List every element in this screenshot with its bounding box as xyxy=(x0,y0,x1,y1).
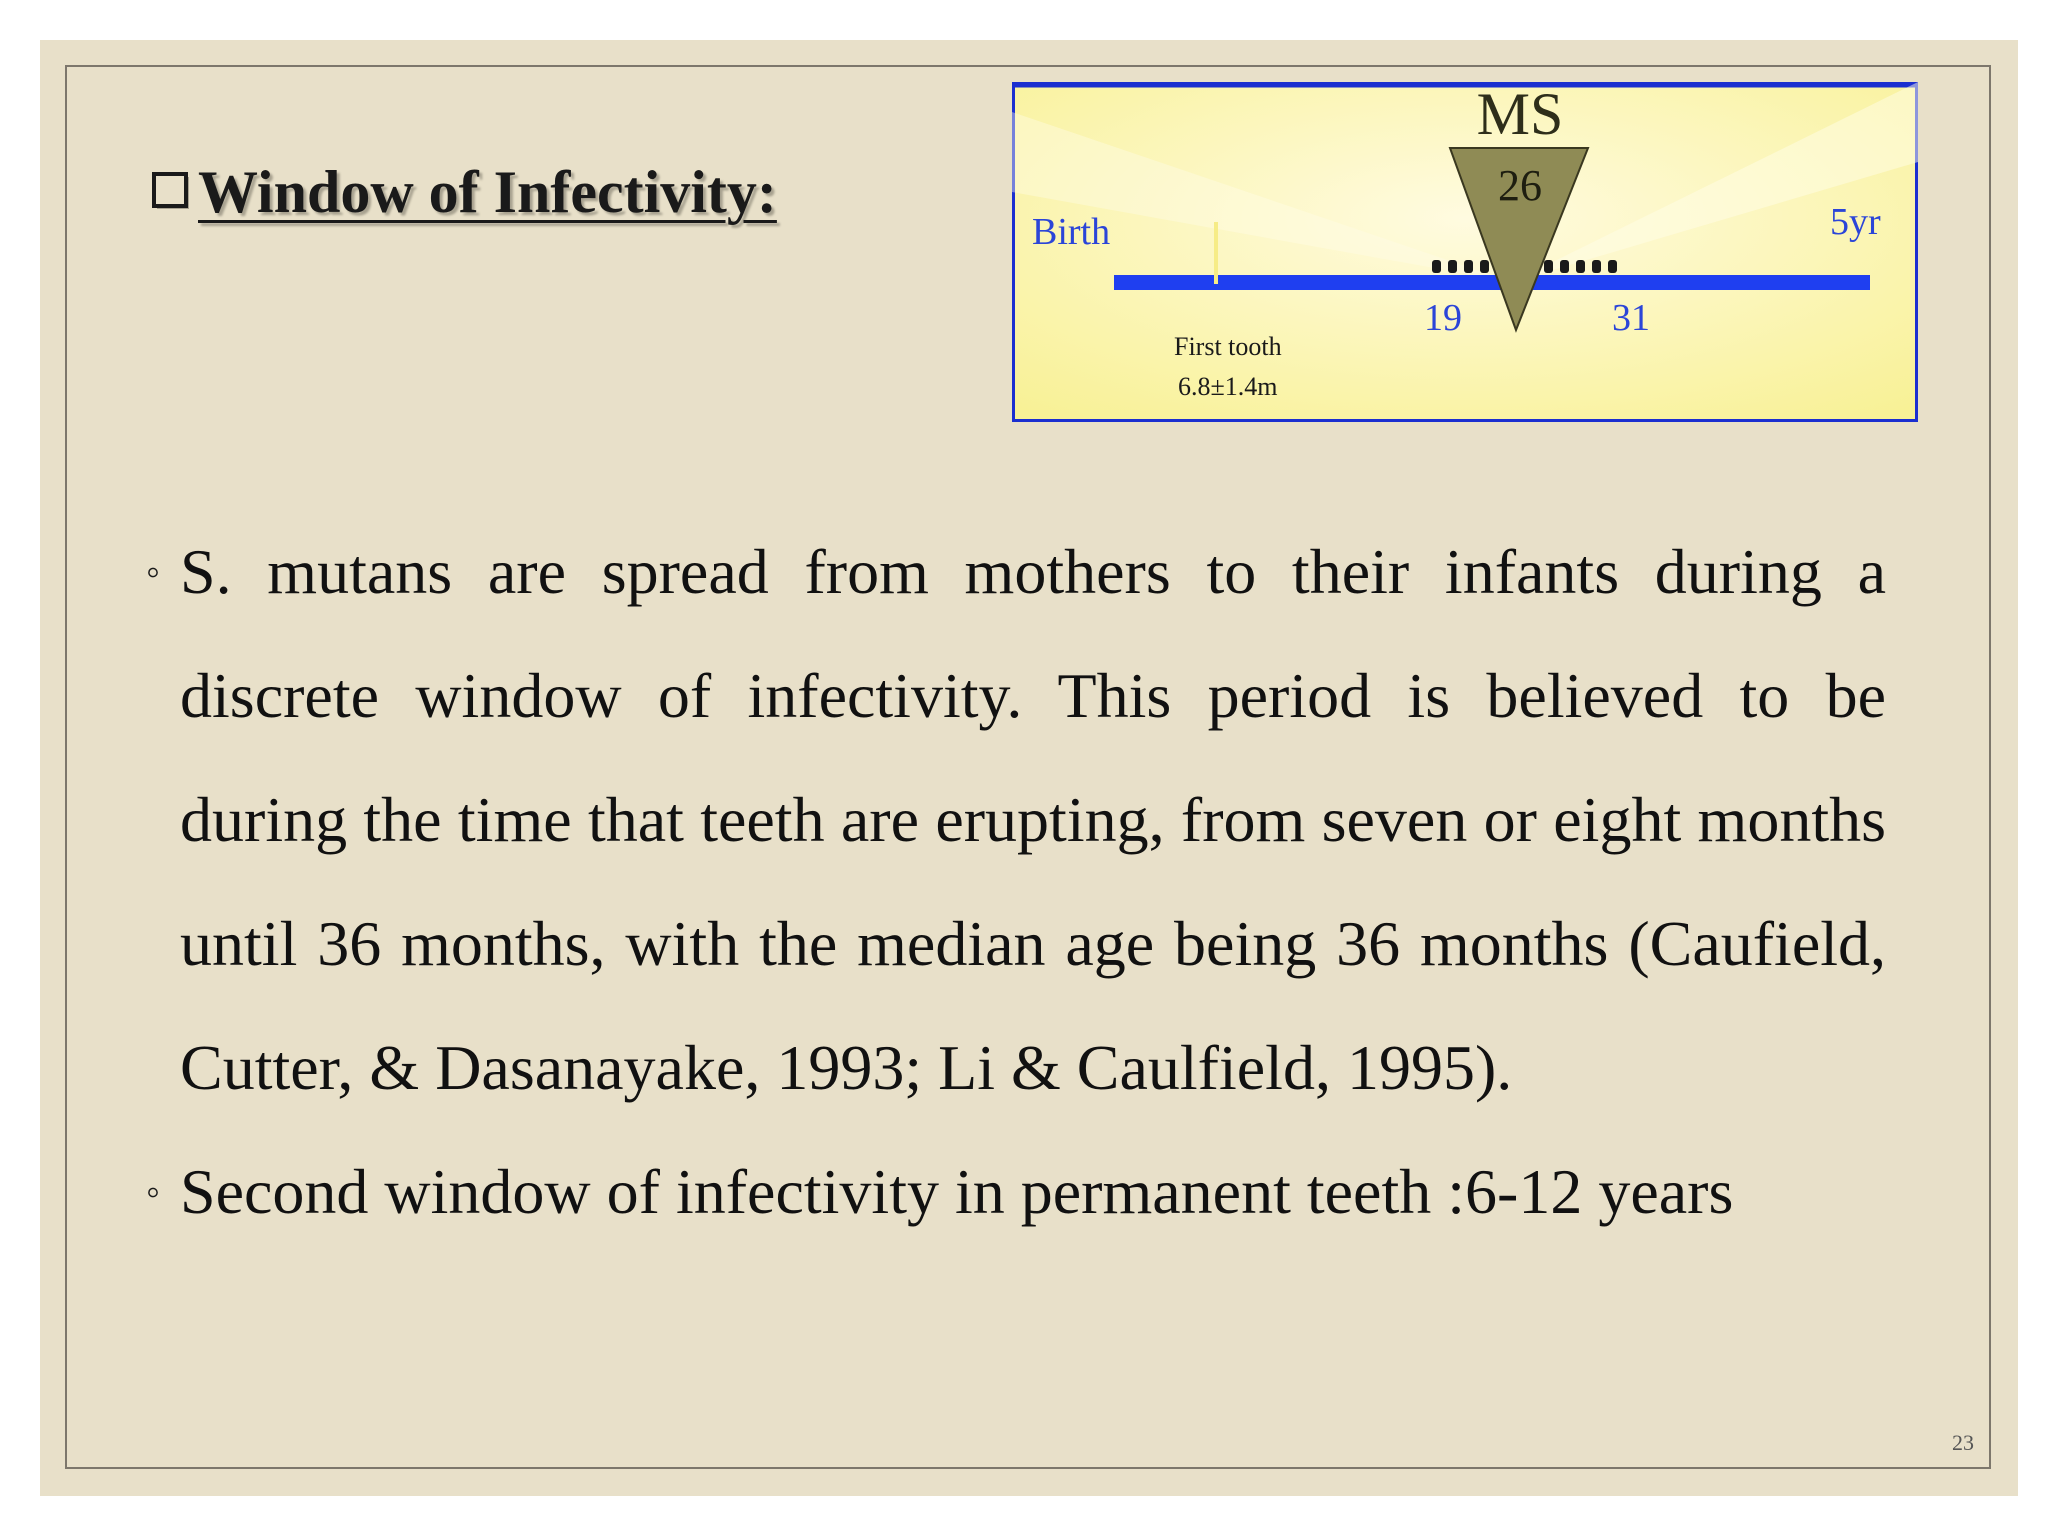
bullet-text: Second window of infectivity in permanent teeth :6-12 years xyxy=(180,1156,1734,1227)
bullet-item xyxy=(146,1144,1926,1240)
figure-label-5yr: 5yr xyxy=(1830,201,1881,243)
checkbox-square-icon xyxy=(152,172,194,214)
figure-label-19: 19 xyxy=(1424,297,1462,339)
page-number: 23 xyxy=(1952,1430,1974,1455)
first-tooth-marker xyxy=(1214,222,1218,284)
figure-label-26: 26 xyxy=(1498,161,1542,210)
infectivity-timeline-figure xyxy=(1012,82,1918,422)
figure-label-ms: MS xyxy=(1476,82,1564,147)
figure-label-31: 31 xyxy=(1612,297,1650,339)
figure-top-bar xyxy=(1014,84,1917,88)
timeline-bar xyxy=(1114,275,1870,290)
bullet-list xyxy=(146,510,1926,1240)
hollow-circle-bullet-icon: ◦ xyxy=(146,549,161,594)
hollow-circle-bullet-icon: ◦ xyxy=(146,1169,161,1214)
figure-label-birth: Birth xyxy=(1032,211,1111,253)
bullet-text: S. mutans are spread from mothers to their infants during a discrete window of infectivity. This period is believed to be during the time that teeth are erupting, from seven or eight months until 36 months, with the median age being 36 months (Caufield, Cutter, & Dasanayake, 1993; Li & Caulfield, 1995). xyxy=(180,536,1886,1103)
figure-background xyxy=(1014,84,1917,421)
slide-title: Window of Infectivity: xyxy=(198,159,777,225)
figure-label-first-tooth-age: 6.8±1.4m xyxy=(1178,372,1278,401)
figure-label-first-tooth: First tooth xyxy=(1174,332,1282,361)
bullet-item xyxy=(146,510,1926,1130)
slide-title-row xyxy=(152,158,777,227)
slide xyxy=(40,40,2018,1496)
